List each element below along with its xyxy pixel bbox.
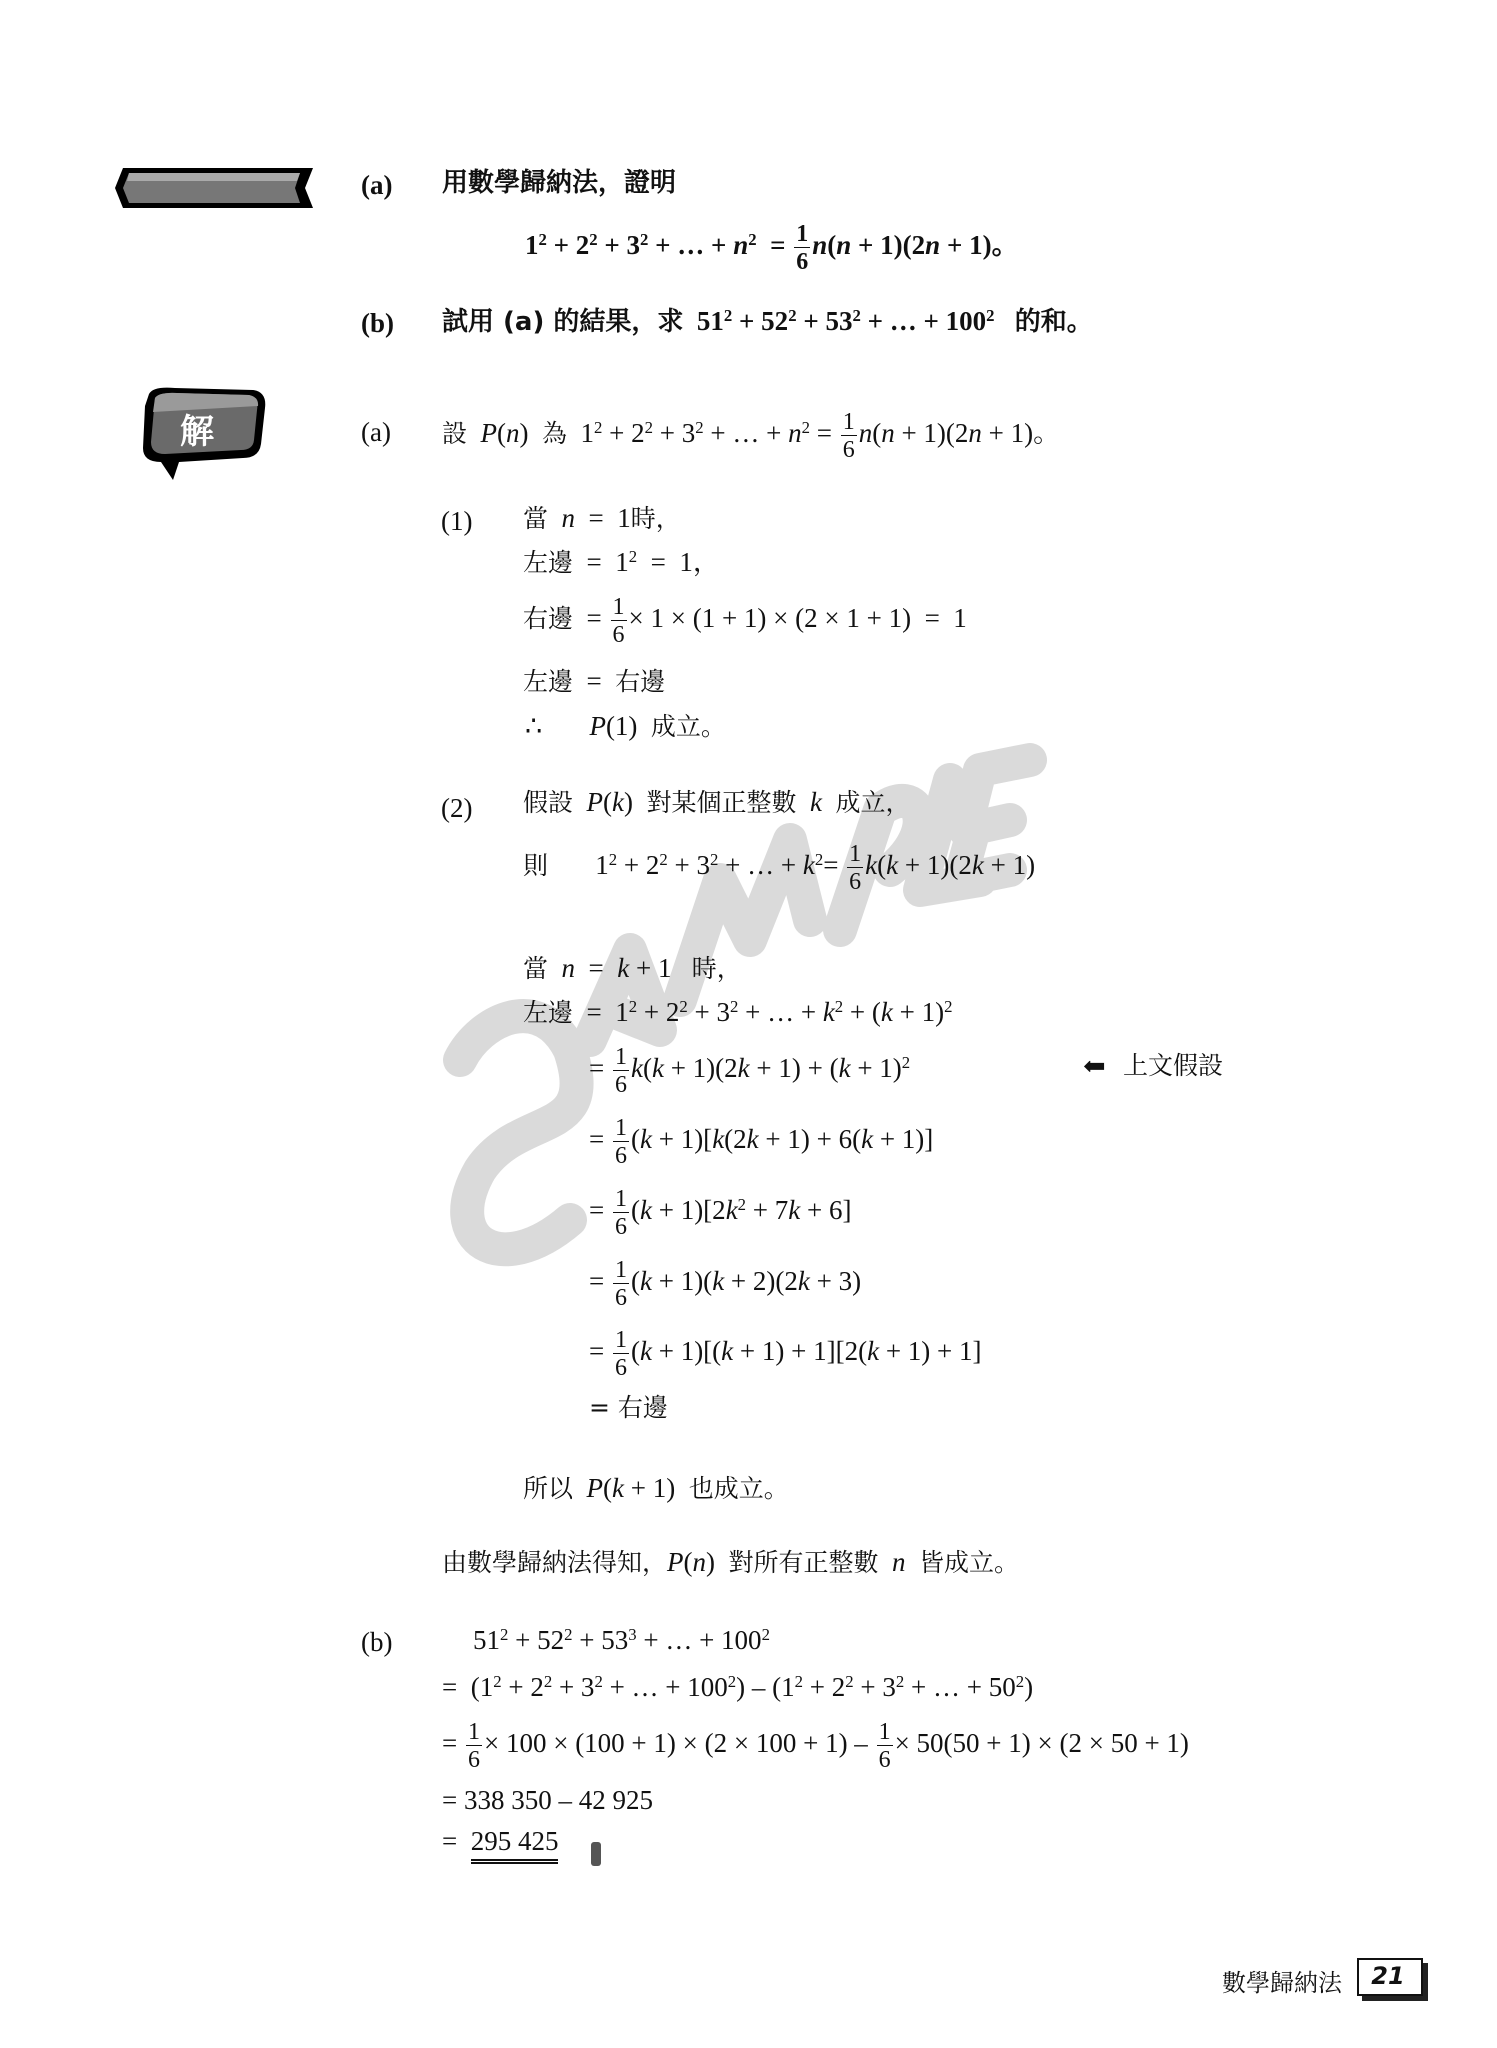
b-answer-line: = 295 425 [442, 1825, 558, 1864]
step2-line5: = $\frac{1}{6}$ (k + 1)(k + 2)(2k + 3) [589, 1257, 862, 1311]
step1-left: 左邊 = $1^2 = 1$， [523, 546, 720, 577]
step1-conclusion: ∴ P(1) 成立。 [525, 711, 726, 741]
step2-when: 當 n = k + 1 時， [523, 953, 742, 983]
solution-a-label: (a) [361, 417, 391, 447]
step2-line2: = $\frac{1}{6}$ $k(k + 1)(2k + 1) + (k + 1)^2$ [589, 1044, 911, 1098]
solution-label: 解 [180, 412, 214, 452]
b-answer: 295 425 [471, 1825, 559, 1864]
note-arrow-icon: ⬅ [1083, 1051, 1106, 1081]
step2-line4: = $\frac{1}{6}$ $(k + 1)[2k^2 + 7k + 6]$ [589, 1186, 852, 1240]
step2-so: 所以 P(k + 1) 也成立。 [523, 1473, 789, 1503]
question-a-label: (a) [361, 170, 393, 200]
induction-conclusion: 由數學歸納法得知，P(n) 對所有正整數 n 皆成立。 [442, 1547, 1020, 1577]
question-b-label: (b) [361, 308, 394, 338]
step2-label: (2) [441, 793, 473, 823]
solution-a-intro: 設 P(n) 為 $1^2 + 2^2 + 3^2$ + … + $n^2$ = $\frac{1}{6}$ n(n + 1)(2n + 1)。 [442, 409, 1061, 463]
b-line2: = ($1^2 + 2^2 + 3^2$ + … + $100^2) - (1^2 + 2^2 + 3^2$ + … + $50^2$) [442, 1671, 1034, 1702]
question-b-text: 試用 (a) 的結果，求 $51^2 + 52^2 + 53^2$ + … + $100^2$ 的和。 [442, 305, 1093, 337]
step1-right: 右邊 = $\frac{1}{6}$ × 1 × (1 + 1) × (2 × 1 + 1) = 1 [523, 594, 967, 648]
step1-when: 當 n = 1時， [523, 503, 681, 533]
b-line1: $51^2 + 52^2 + 53^3$ + … + $100^2$ [473, 1624, 770, 1655]
step2-line6: = $\frac{1}{6}$ (k + 1)[(k + 1) + 1][2(k + 1) + 1] [589, 1327, 982, 1381]
b-line4: = 338 350 – 42 925 [442, 1785, 653, 1815]
step2-left: 左邊 = $1^2 + 2^2 + 3^2$ + … + $k^2 + (k + 1)^2$ [523, 996, 953, 1027]
step1-compare: 左邊 = 右邊 [523, 666, 666, 696]
question-a-formula: $1^2 + 2^2 + 3^2$ + … + $n^2$ = $\frac{1}{6}$ n(n + 1)(2n + 1)。 [525, 221, 1019, 275]
solution-b-label: (b) [361, 1627, 393, 1657]
end-of-solution-mark [591, 1842, 601, 1866]
example-number: 1.2 [240, 6, 287, 36]
step2-rhs: = 右邊 [589, 1393, 668, 1422]
example-label: 例題 [133, 12, 186, 42]
question-a-text: 用數學歸納法，證明 [442, 168, 677, 198]
step1-label: (1) [441, 506, 473, 536]
note-text: 上文假設 [1123, 1051, 1224, 1080]
step2-assume: 假設 P(k) 對某個正整數 k 成立， [523, 787, 911, 817]
example-badge-shape [115, 166, 315, 210]
b-line3: = $\frac{1}{6}$ × 100 × (100 + 1) × (2 × 100 + 1) – $\frac{1}{6}$ × 50(50 + 1) × (2 × 50 + 1) [442, 1719, 1189, 1773]
step2-then: 則 $1^2 + 2^2 + 3^2$ + … + $k^2=$ $\frac{1}{6}$ k(k + 1)(2k + 1) [523, 841, 1036, 895]
step2-line3: = $\frac{1}{6}$ (k + 1)[k(2k + 1) + 6(k + 1)] [589, 1115, 934, 1169]
footer-chapter-title: 數學歸納法 [1222, 1969, 1342, 1997]
page-number: 21 [1371, 1962, 1405, 1990]
